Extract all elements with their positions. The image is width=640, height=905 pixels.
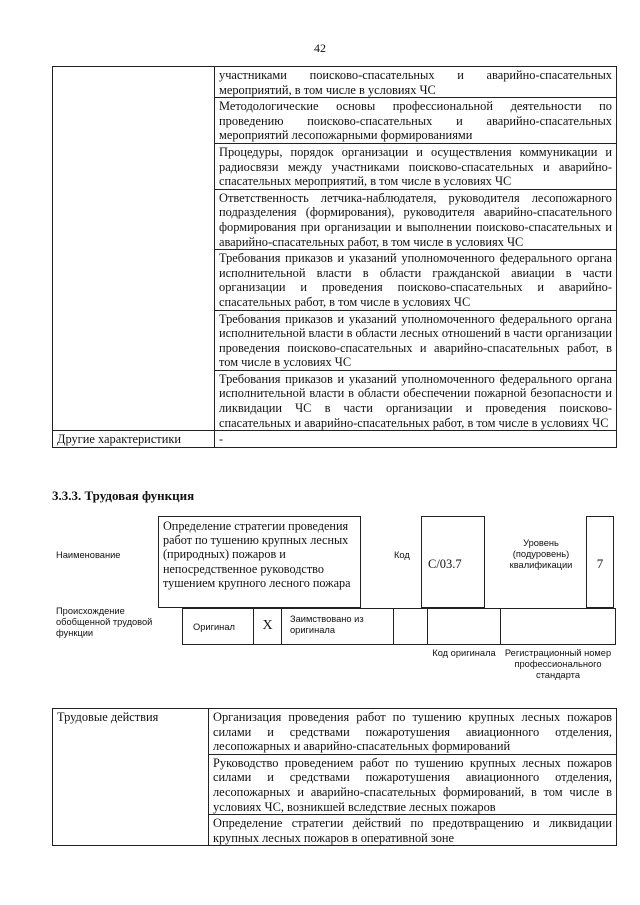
qualification-level-box: 7 (586, 516, 614, 608)
level-label: Уровень (подуровень) квалификации (509, 538, 573, 570)
registration-caption: Регистрационный номер профессионального стандарта (504, 648, 612, 680)
table-cell: Требования приказов и указаний уполномоченного федерального органа исполнительной власти в области обеспечении пожарной безопасности и ликвидации ЧС в части организации и проведения поисково-спасательных и аварийно-спасательных работ, в том числе в условиях ЧС (215, 370, 617, 430)
code-caption: Код оригинала (432, 648, 496, 658)
borrowed-mark-cell (393, 608, 428, 645)
code-label: Код (394, 550, 410, 560)
table-row (53, 67, 617, 98)
table-cell: участниками поисково-спасательных и аварийно-спасательных мероприятий, в том числе в условиях ЧС (215, 67, 617, 98)
table-cell: Требования приказов и указаний уполномоченного федерального органа исполнительной власти в области гражданской авиации в части организации и проведения поисково-спасательных и аварийно-спасательных работ, в том числе в условиях ЧС (215, 250, 617, 310)
registration-number-cell (500, 608, 616, 645)
knowledge-label-cell (53, 67, 215, 431)
original-label: Оригинал (182, 608, 254, 645)
labor-actions-table (52, 708, 617, 846)
table-row (53, 431, 617, 448)
function-name-box: Определение стратегии проведения работ по тушению крупных лесных (природных) пожаров и непосредственное руководство тушением крупного лесного пожара (158, 516, 361, 608)
table-cell: Методологические основы профессиональной деятельности по проведению поисково-спасательных и аварийно-спасательных мероприятий лесопожарными формированиями (215, 98, 617, 144)
table-cell: Руководство проведением работ по тушению крупных лесных пожаров силами и средствами пожаротушения авиационного отделения, лесопожарных и аварийно-спасательных формирований, в том числе в условиях ЧС, возникшей вследствие лесных пожаров (209, 754, 617, 814)
table-cell: Процедуры, порядок организации и осуществления коммуникации и радиосвязи между участниками поисково-спасательных и аварийно-спасательных мероприятий, в том числе в условиях ЧС (215, 143, 617, 189)
function-code-box: С/03.7 (421, 516, 485, 608)
table-cell: Организация проведения работ по тушению крупных лесных пожаров силами и средствами пожаротушения авиационного отделения, лесопожарных и аварийно-спасательных формирований (209, 709, 617, 755)
borrowed-label: Заимствовано из оригинала (281, 608, 394, 645)
original-code-cell (427, 608, 501, 645)
knowledge-table (52, 66, 617, 448)
other-characteristics-value: - (215, 431, 617, 448)
labor-actions-label: Трудовые действия (53, 709, 209, 846)
other-characteristics-label: Другие характеристики (53, 431, 215, 448)
section-title: 3.3.3. Трудовая функция (52, 488, 195, 503)
table-cell: Определение стратегии действий по предотвращению и ликвидации крупных лесных пожаров в оперативной зоне (209, 815, 617, 846)
original-mark: X (253, 608, 282, 645)
name-label: Наименование (56, 550, 121, 560)
page-number: 42 (314, 41, 326, 55)
table-row (53, 709, 617, 755)
table-cell: Требования приказов и указаний уполномоченного федерального органа исполнительной власти в области лесных отношений в части организации проведения поисково-спасательных и аварийно-спасательных работ, в том числе в условиях ЧС (215, 310, 617, 370)
table-cell: Ответственность летчика-наблюдателя, руководителя лесопожарного подразделения (формирования), руководителя аварийно-спасательного формирования при организации и выполнении поисково-спасательных и аварийно-спасательных работ, в том числе в условиях ЧС (215, 189, 617, 249)
origin-label: Происхождение обобщенной трудовой функции (56, 606, 153, 638)
